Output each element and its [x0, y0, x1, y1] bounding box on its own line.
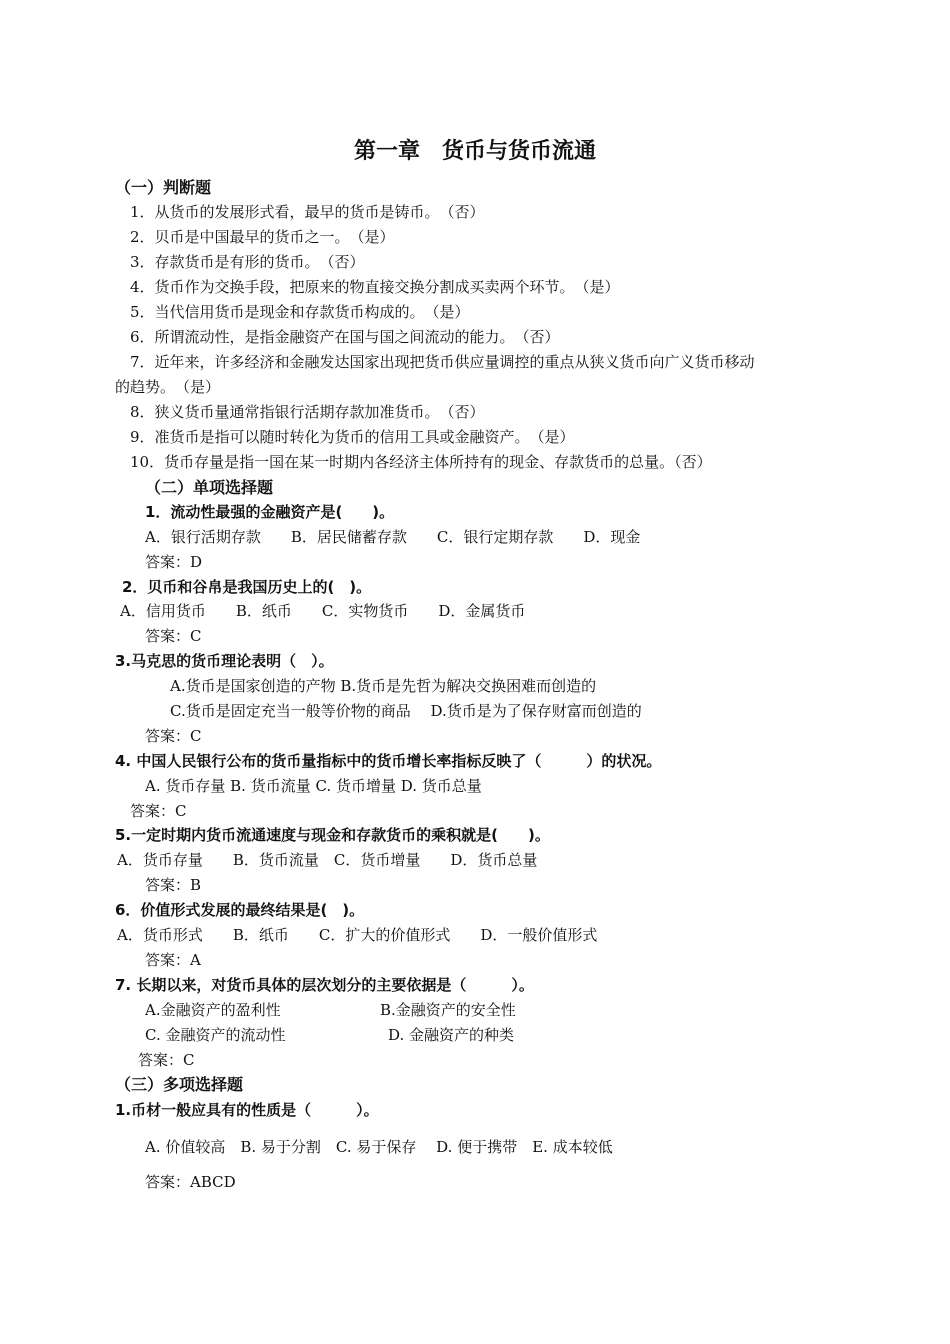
question-options: A.货币是国家创造的产物 B.货币是先哲为解决交换困难而创造的: [170, 677, 597, 695]
question-stem: 7. 长期以来，对货币具体的层次划分的主要依据是（ ）。: [115, 976, 534, 994]
question-stem: 2．贝币和谷帛是我国历史上的( )。: [122, 578, 372, 596]
judgement-item: 10．货币存量是指一国在某一时期内各经济主体所持有的现金、存款货币的总量。（否）: [130, 453, 712, 471]
question-answer: 答案：C: [145, 627, 202, 645]
question-options: A．货币形式 B．纸币 C．扩大的价值形式 D．一般价值形式: [117, 926, 598, 944]
question-options: A．信用货币 B．纸币 C．实物货币 D．金属货币: [120, 602, 526, 620]
page-title: 第一章 货币与货币流通: [353, 139, 596, 164]
section-heading-judgement: （一）判断题: [115, 178, 212, 197]
question-options: A．银行活期存款 B．居民储蓄存款 C．银行定期存款 D．现金: [145, 528, 641, 546]
judgement-item: 3．存款货币是有形的货币。 （否）: [130, 253, 365, 271]
question-answer: 答案：A: [145, 951, 201, 969]
section-heading-single-choice: （二）单项选择题: [145, 478, 274, 497]
judgement-item: 2．贝币是中国最早的货币之一。 （是）: [130, 228, 395, 246]
question-answer: 答案：C: [145, 727, 202, 745]
question-answer: 答案：D: [145, 553, 203, 571]
judgement-item: 1．从货币的发展形式看，最早的货币是铸币。 （否）: [130, 203, 485, 221]
judgement-item: 9．准货币是指可以随时转化为货币的信用工具或金融资产。 （是）: [130, 428, 575, 446]
judgement-item: 7．近年来，许多经济和金融发达国家出现把货币供应量调控的重点从狭义货币向广义货币移动: [130, 353, 755, 371]
question-stem: 5.一定时期内货币流通速度与现金和存款货币的乘积就是( )。: [115, 826, 550, 844]
question-answer: 答案：B: [145, 876, 202, 894]
section-heading-multiple-choice: （三）多项选择题: [115, 1075, 244, 1094]
judgement-item: 5．当代信用货币是现金和存款货币构成的。 （是）: [130, 303, 470, 321]
question-answer: 答案：C: [138, 1051, 195, 1069]
question-stem: 1.币材一般应具有的性质是（ ）。: [115, 1101, 379, 1119]
question-stem: 1．流动性最强的金融资产是( )。: [145, 503, 395, 521]
question-option-b: B.金融资产的安全性: [380, 1001, 516, 1019]
question-option-d: D. 金融资产的种类: [388, 1026, 515, 1044]
question-options: A．货币存量 B．货币流量 C．货币增量 D．货币总量: [117, 851, 538, 869]
question-option-a: A.金融资产的盈利性: [145, 1001, 281, 1019]
question-answer: 答案：C: [130, 802, 187, 820]
judgement-item: 6．所谓流动性，是指金融资产在国与国之间流动的能力。 （否）: [130, 328, 560, 346]
question-stem: 6．价值形式发展的最终结果是( )。: [115, 901, 365, 919]
question-answer: 答案：ABCD: [145, 1173, 236, 1191]
question-stem: 4. 中国人民银行公布的货币量指标中的货币增长率指标反映了（ ）的状况。: [115, 752, 662, 770]
judgement-item: 8．狭义货币量通常指银行活期存款加准货币。 （否）: [130, 403, 485, 421]
question-options: A. 货币存量 B. 货币流量 C. 货币增量 D. 货币总量: [145, 777, 482, 795]
question-option-c: C. 金融资产的流动性: [145, 1026, 286, 1044]
judgement-item-continued: 的趋势。 （是）: [115, 378, 221, 396]
question-options: C.货币是固定充当一般等价物的商品 D.货币是为了保存财富而创造的: [170, 702, 642, 720]
question-options: A. 价值较高 B. 易于分割 C. 易于保存 D. 便于携带 E. 成本较低: [145, 1138, 613, 1156]
judgement-item: 4．货币作为交换手段，把原来的物直接交换分割成买卖两个环节。 （是）: [130, 278, 620, 296]
question-stem: 3.马克思的货币理论表明（ ）。: [115, 652, 334, 670]
